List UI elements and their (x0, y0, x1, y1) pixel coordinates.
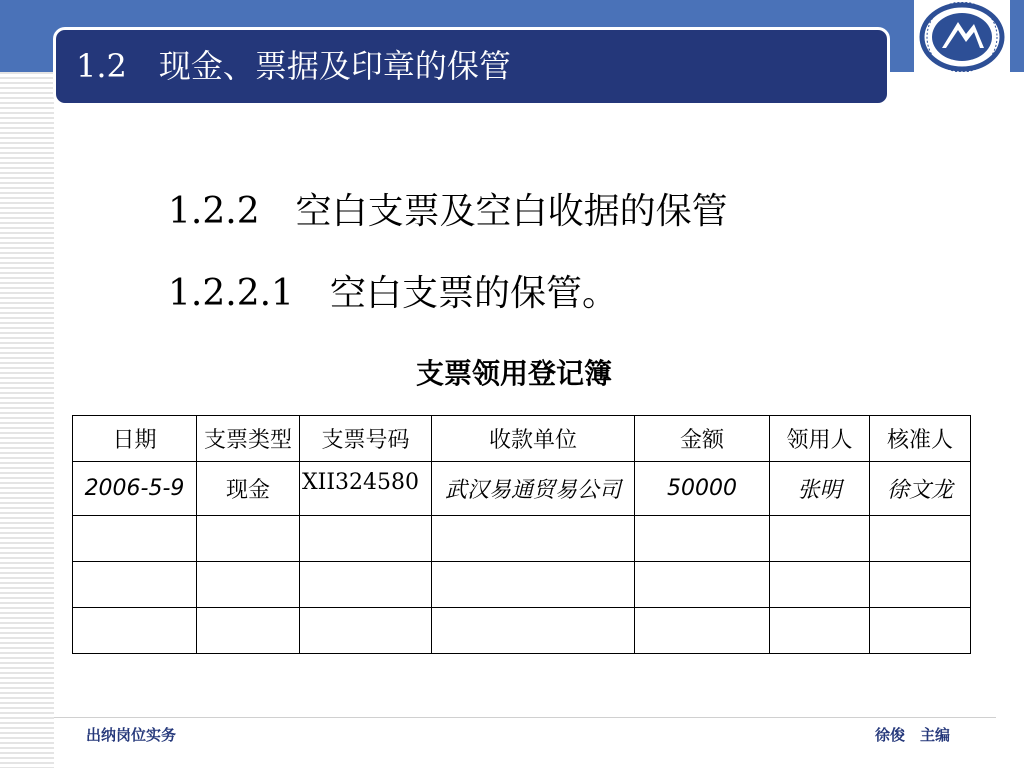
table-cell (635, 562, 770, 608)
table-cell-cheque-number: XII324580 (300, 462, 432, 516)
table-cell (635, 608, 770, 654)
column-header-cheque-number: 支票号码 (300, 416, 432, 462)
table-cell (73, 562, 197, 608)
table-cell (73, 608, 197, 654)
footer-course-title: 出纳岗位实务 (86, 726, 177, 744)
table-cell (770, 608, 870, 654)
table-cell (300, 562, 432, 608)
subsection-subtitle: 1.2.2.1 空白支票的保管。 (168, 273, 618, 314)
table-cell (770, 562, 870, 608)
column-header-recipient: 领用人 (770, 416, 870, 462)
cheque-register-table (72, 415, 971, 654)
table-cell (197, 608, 300, 654)
table-row (73, 516, 971, 562)
column-header-payee: 收款单位 (432, 416, 635, 462)
table-cell (197, 562, 300, 608)
table-cell-approver: 徐文龙 (870, 462, 971, 516)
table-header-row (73, 416, 971, 462)
table-cell-date: 2006-5-9 (73, 462, 197, 516)
table-cell (870, 516, 971, 562)
section-subtitle: 1.2.2 空白支票及空白收据的保管 (168, 191, 728, 232)
university-seal-icon (918, 2, 1006, 72)
table-cell-payee: 武汉易通贸易公司 (432, 462, 635, 516)
left-stripe-decoration (0, 72, 54, 768)
column-header-amount: 金额 (635, 416, 770, 462)
table-row (73, 462, 971, 516)
slide-header (53, 27, 890, 106)
table-cell (870, 562, 971, 608)
table-cell-recipient: 张明 (770, 462, 870, 516)
table-cell (300, 516, 432, 562)
table-cell (300, 608, 432, 654)
footer-editor: 徐俊 主编 (874, 726, 950, 744)
table-caption: 支票领用登记簿 (416, 357, 613, 390)
table-cell-cheque-type: 现金 (197, 462, 300, 516)
column-header-cheque-type: 支票类型 (197, 416, 300, 462)
table-cell-amount: 50000 (635, 462, 770, 516)
footer-divider (54, 717, 996, 718)
table-cell (73, 516, 197, 562)
table-cell (635, 516, 770, 562)
table-row (73, 608, 971, 654)
table-cell (870, 608, 971, 654)
slide-title: 1.2 现金、票据及印章的保管 (76, 47, 511, 85)
table-cell (197, 516, 300, 562)
logo-container (914, 0, 1010, 74)
column-header-approver: 核准人 (870, 416, 971, 462)
table-cell (770, 516, 870, 562)
table-cell (432, 516, 635, 562)
table-cell (432, 562, 635, 608)
table-row (73, 562, 971, 608)
table-cell (432, 608, 635, 654)
column-header-date: 日期 (73, 416, 197, 462)
